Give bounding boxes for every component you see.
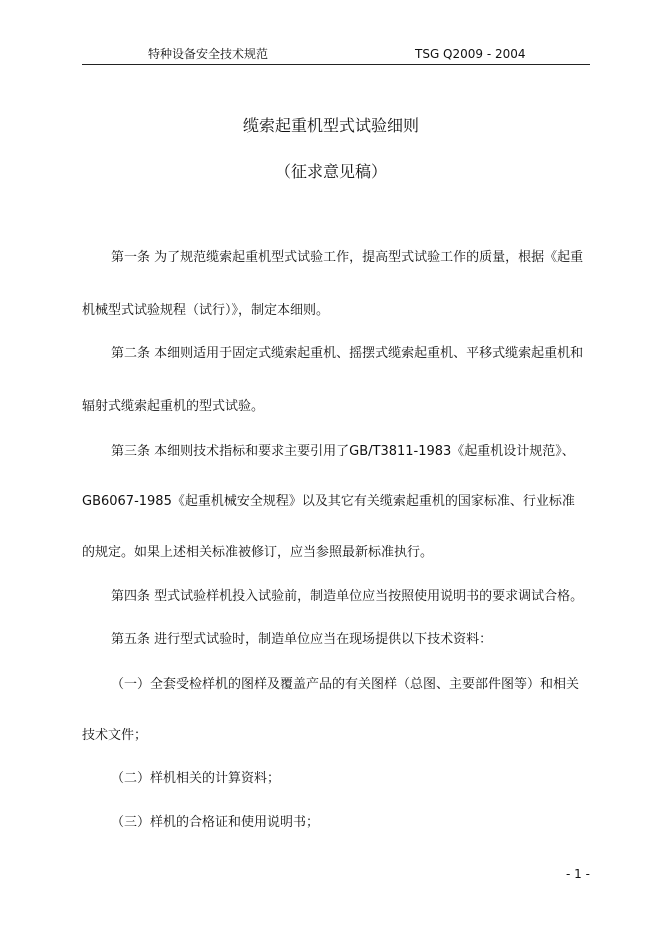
- item-1-line-2: 技术文件；: [82, 728, 148, 743]
- article-1-line-1: 第一条 为了规范缆索起重机型式试验工作，提高型式试验工作的质量，根据《起重: [111, 250, 584, 265]
- item-3-line-1: （三）样机的合格证和使用说明书；: [111, 815, 320, 830]
- article-3-line-2: GB6067-1985《起重机械安全规程》以及其它有关缆索起重机的国家标准、行业标准: [82, 494, 575, 509]
- article-1-line-2: 机械型式试验规程（试行）》，制定本细则。: [82, 303, 330, 318]
- article-3-line-1: 第三条 本细则技术指标和要求主要引用了GB/T3811-1983《起重机设计规范》、: [111, 444, 575, 459]
- article-2-line-2: 辐射式缆索起重机的型式试验。: [82, 399, 265, 414]
- header-divider: [82, 64, 590, 65]
- page-number: - 1 -: [566, 867, 590, 881]
- article-3-line-3: 的规定。如果上述相关标准被修订，应当参照最新标准执行。: [82, 545, 434, 560]
- document-title: 缆索起重机型式试验细则: [242, 116, 419, 135]
- item-1-line-1: （一）全套受检样机的图样及覆盖产品的有关图样（总图、主要部件图等）和相关: [111, 677, 580, 692]
- header-spec-category: 特种设备安全技术规范: [148, 47, 269, 61]
- header-standard-code: TSG Q2009 - 2004: [415, 47, 526, 61]
- item-2-line-1: （二）样机相关的计算资料；: [111, 771, 281, 786]
- article-4-line-1: 第四条 型式试验样机投入试验前，制造单位应当按照使用说明书的要求调试合格。: [111, 589, 584, 604]
- article-2-line-1: 第二条 本细则适用于固定式缆索起重机、摇摆式缆索起重机、平移式缆索起重机和: [111, 346, 584, 361]
- article-5-line-1: 第五条 进行型式试验时，制造单位应当在现场提供以下技术资料：: [111, 632, 493, 647]
- document-subtitle: （征求意见稿）: [274, 162, 387, 181]
